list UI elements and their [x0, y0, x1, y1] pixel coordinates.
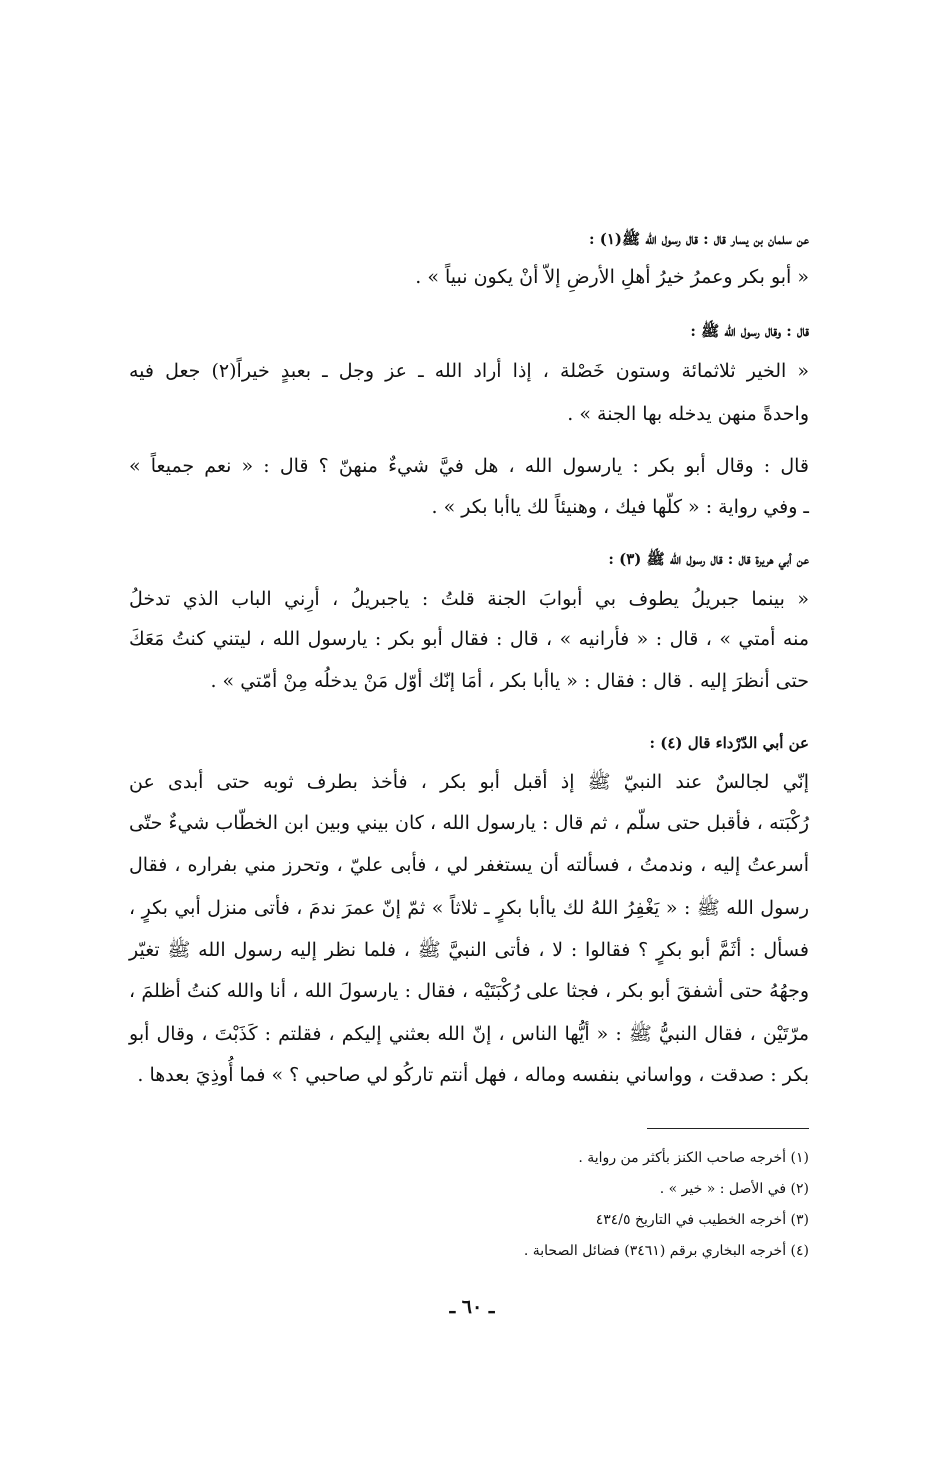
hadith-text-line: منه أمتي » ، قال : « فأرانيه » ، قال : فقال أبو بكر : يارسول الله ، ليتني كنتُ مَعَكَ — [129, 628, 809, 650]
hadith-text-line: « بينما جبريلُ يطوف بي أبوابَ الجنة قلتُ : ياجبريلُ ، أرِني الباب الذي تدخلُ — [129, 588, 809, 610]
hadith-chain-header: عن أبي هريرة قال : قال رسول الله ﷺ (٣) : — [608, 550, 809, 568]
footnote: (٣) أخرجه الخطيب في التاريخ ٤٣٤/٥ — [595, 1212, 809, 1228]
hadith-text-line: إنّي لجالسٌ عند النبيّ ﷺ إذ أقبل أبو بكر ، فأخذ بطرف ثوبه حتى أبدى عن — [129, 771, 809, 793]
hadith-text-line: بكر : صدقت ، وواساني بنفسه وماله ، فهل أنتم تاركُو لي صاحبي ؟ » فما أُوذِيَ بعدها . — [137, 1064, 809, 1086]
hadith-text-line: رُكْبَته ، فأقبل حتى سلّم ، ثم قال : يارسول الله ، كان بيني وبين ابن الخطّاب شيءٌ حتّى — [129, 812, 809, 834]
hadith-text-line: قال : وقال أبو بكر : يارسول الله ، هل فيَّ شيءٌ منهنّ ؟ قال : « نعم جميعاً » — [129, 455, 809, 477]
hadith-text-line: واحدةً منهن يدخله بها الجنة » . — [567, 403, 809, 425]
footnote: (١) أخرجه صاحب الكنز بأكثر من رواية . — [578, 1150, 809, 1166]
hadith-text-line: أسرعتُ إليه ، وندمتُ ، فسألته أن يستغفر لي ، فأبى عليّ ، وتحرز مني بفراره ، فقال — [129, 854, 809, 876]
hadith-text-line: رسول الله ﷺ : « يَغْفِرُ اللهُ لك ياأبا بكرٍ ـ ثلاثاً » ثمّ إنّ عمرَ ندمَ ، فأتى منزل أبي بكرٍ ، — [129, 897, 809, 919]
hadith-text-line: « أبو بكر وعمرُ خيرُ أهلِ الأرضِ إلاّ أنْ يكون نبياً » . — [415, 266, 809, 288]
hadith-chain-header: قال : وقال رسول الله ﷺ : — [690, 322, 809, 340]
hadith-chain-header: عن سلمان بن يسار قال : قال رسول الله ﷺ(١) : — [588, 230, 809, 248]
hadith-text-line: مرّتَيْن ، فقال النبيُّ ﷺ : « أيُّها الناس ، إنّ الله بعثني إليكم ، فقلتم : كَذَبْتَ ، وقال أبو — [129, 1023, 809, 1045]
hadith-text-line: حتى أنظرَ إليه . قال : فقال : « ياأبا بكر ، أمَا إنّك أوّل مَنْ يدخلُه مِنْ أمّتي » . — [210, 670, 809, 692]
hadith-text-line: وجهُهُ حتى أشفقَ أبو بكر ، فجثا على رُكْبَتَيْه ، فقال : يارسولَ الله ، أنا والله كنتُ أظلمَ ، — [129, 980, 809, 1002]
footnote-divider — [647, 1128, 809, 1129]
footnote: (٢) في الأصل : « خير » . — [659, 1181, 809, 1197]
hadith-text-line: ـ وفي رواية : « كلّها فيك ، وهنيئاً لك ياأبا بكر » . — [431, 496, 809, 518]
page-number: ـ ٦٠ ـ — [449, 1296, 495, 1318]
hadith-text-line: « الخير ثلاثمائة وستون خَصْلة ، إذا أراد الله ـ عز وجل ـ بعبدٍ خيراً(٢) جعل فيه — [129, 360, 809, 382]
hadith-chain-header: عن أبي الدّرْداء قال (٤) : — [649, 734, 809, 752]
hadith-text-line: فسأل : أثَمَّ أبو بكرٍ ؟ فقالوا : لا ، فأتى النبيَّ ﷺ ، فلما نظر إليه رسول الله ﷺ تغيّر — [129, 939, 809, 961]
footnote: (٤) أخرجه البخاري برقم (٣٤٦١) فضائل الصحابة . — [523, 1243, 809, 1259]
